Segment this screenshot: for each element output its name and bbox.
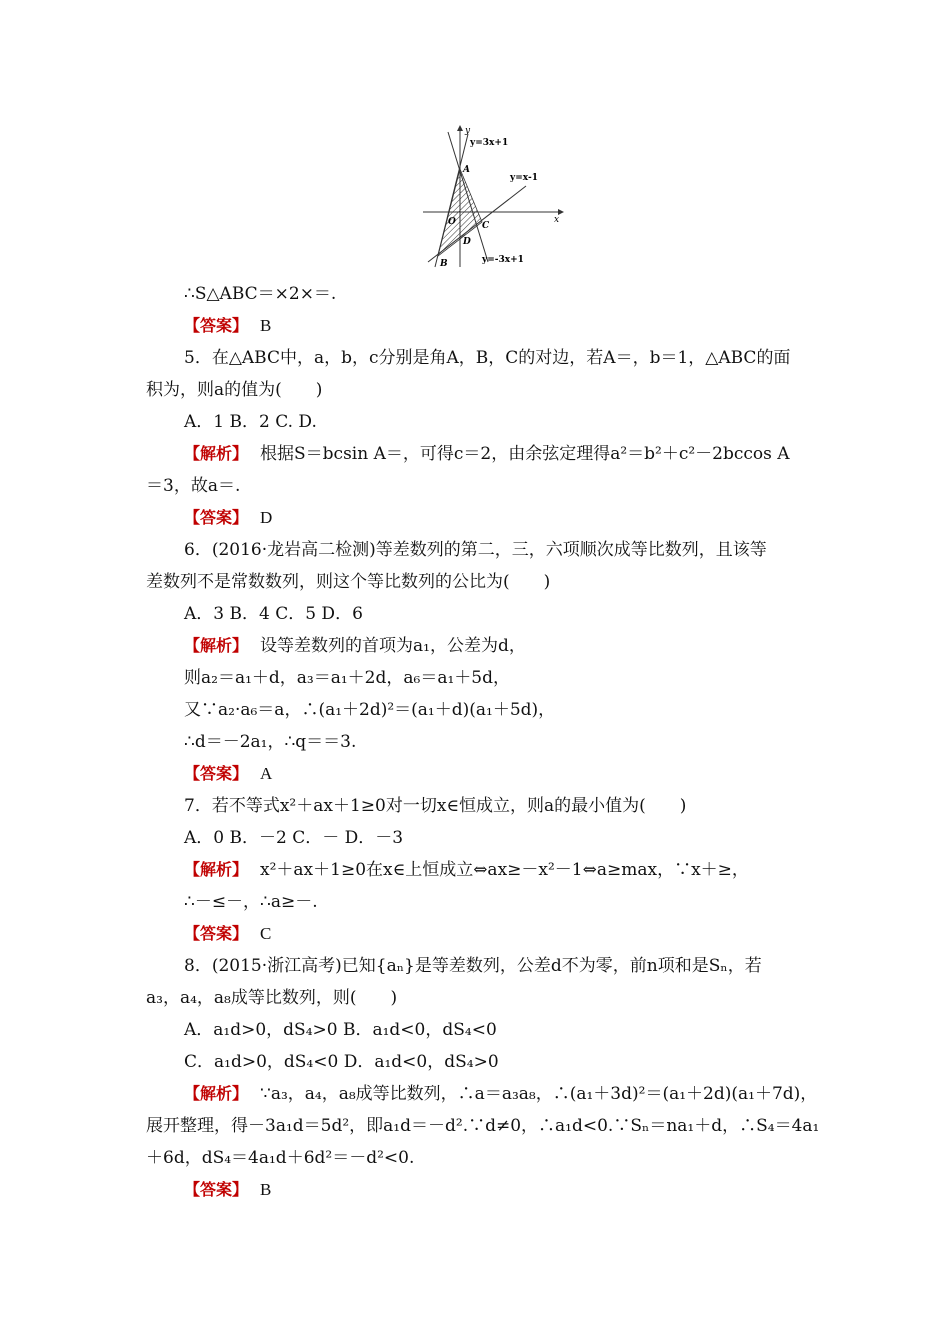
analysis-tag: 【解析】 [184, 1084, 249, 1103]
line-graph-svg [418, 122, 568, 272]
question-line: 差数列不是常数数列，则这个等比数列的公比为( ) [146, 572, 551, 592]
answer-tag: 【答案】 [184, 316, 249, 335]
answer-line: 【答案】 B [184, 316, 272, 335]
text-line: ∴S△ABC＝×2×＝. [184, 284, 337, 304]
text-line: ∴－≤－，∴a≥－. [184, 892, 318, 912]
analysis-tag: 【解析】 [184, 860, 249, 879]
y-axis-arrow [457, 125, 463, 131]
analysis-line: 【解析】 x²＋ax＋1≥0在x∈上恒成立⇔ax≥－x²－1⇔a≥max，∵x＋≥， [184, 860, 749, 880]
point-a-label: A [463, 165, 470, 175]
question-line: 5．在△ABC中，a，b，c分别是角A，B，C的对边，若A＝，b＝1，△ABC的面 [184, 348, 791, 368]
answer-line: 【答案】 A [184, 764, 273, 783]
coordinate-figure [418, 122, 568, 272]
options-line: A．a₁d>0，dS₄>0 B．a₁d<0，dS₄<0 [184, 1020, 497, 1040]
text-line: 则a₂＝a₁＋d，a₃＝a₁＋2d，a₆＝a₁＋5d， [184, 668, 510, 688]
answer-line: 【答案】 C [184, 924, 272, 943]
text-line: 展开整理，得－3a₁d＝5d²，即a₁d＝－d².∵d≠0，∴a₁d<0.∵Sₙ＝na₁＋d，∴S₄＝4a₁ [146, 1116, 820, 1136]
options-line: A．3 B．4 C．5 D．6 [184, 604, 363, 624]
text-line: ∴d＝－2a₁，∴q＝＝3. [184, 732, 357, 752]
label-line2: y=x-1 [510, 173, 538, 183]
options-line: A．1 B．2 C. D. [184, 412, 317, 432]
analysis-line: 【解析】 设等差数列的首项为a₁，公差为d， [184, 636, 526, 656]
text-line: 又∵a₂·a₆＝a，∴(a₁＋2d)²＝(a₁＋d)(a₁＋5d)， [184, 700, 556, 720]
analysis-tag: 【解析】 [184, 636, 249, 655]
answer-tag: 【答案】 [184, 508, 249, 527]
line-y-x-minus-1 [428, 186, 526, 262]
question-line: 7．若不等式x²＋ax＋1≥0对一切x∈恒成立，则a的最小值为( ) [184, 796, 687, 816]
options-line: A．0 B．－2 C．－ D．－3 [184, 828, 404, 848]
question-line: a₃，a₄，a₈成等比数列，则( ) [146, 988, 398, 1008]
point-b-label: B [440, 259, 448, 269]
point-c-label: C [482, 221, 490, 231]
answer-line: 【答案】 D [184, 508, 273, 527]
point-d-label: D [463, 237, 471, 247]
question-line: 8．(2015·浙江高考)已知{aₙ}是等差数列，公差d不为零，前n项和是Sₙ，若 [184, 956, 762, 976]
analysis-line: 【解析】 根据S＝bcsin A＝，可得c＝2，由余弦定理得a²＝b²＋c²－2bccos A [184, 444, 790, 464]
label-line3: y=-3x+1 [482, 255, 524, 265]
answer-tag: 【答案】 [184, 764, 249, 783]
y-axis-label: y [465, 126, 471, 136]
label-line1: y=3x+1 [470, 138, 509, 148]
origin-label: O [448, 217, 456, 227]
text-line: ＋6d，dS₄＝4a₁d＋6d²＝－d²<0. [146, 1148, 415, 1168]
answer-line: 【答案】 B [184, 1180, 272, 1199]
text-line: ＝3，故a＝. [146, 476, 241, 496]
analysis-line: 【解析】 ∵a₃，a₄，a₈成等比数列，∴a＝a₃a₈，∴(a₁＋3d)²＝(a₁＋2d)(a₁＋7d)， [184, 1084, 818, 1104]
answer-tag: 【答案】 [184, 924, 249, 943]
answer-tag: 【答案】 [184, 1180, 249, 1199]
x-axis-label: x [554, 215, 560, 225]
question-line: 积为，则a的值为( ) [146, 380, 323, 400]
options-line: C．a₁d>0，dS₄<0 D．a₁d<0，dS₄>0 [184, 1052, 499, 1072]
question-line: 6．(2016·龙岩高二检测)等差数列的第二，三，六项顺次成等比数列，且该等 [184, 540, 767, 560]
analysis-tag: 【解析】 [184, 444, 249, 463]
